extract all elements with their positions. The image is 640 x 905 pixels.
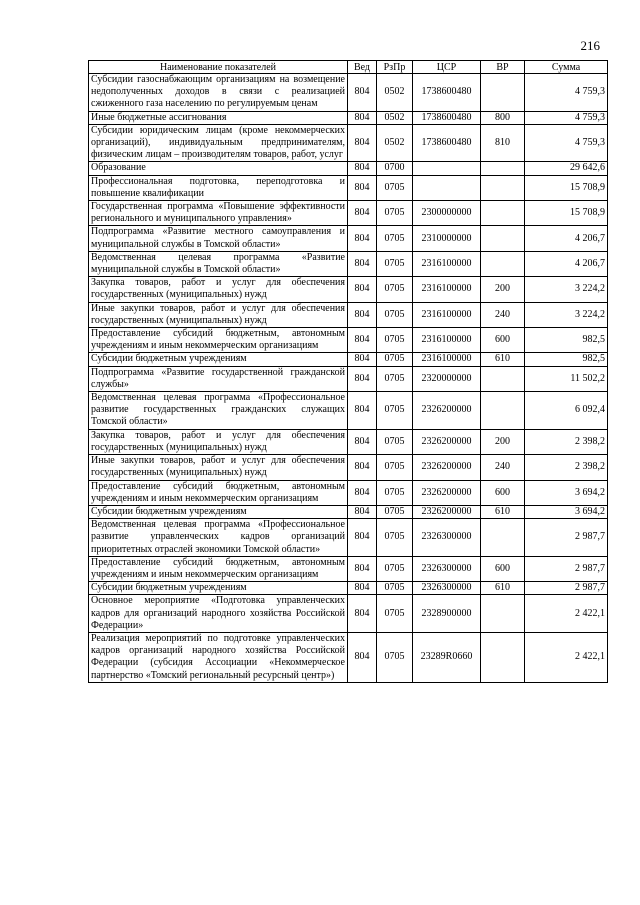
row-sum-cell: 15 708,9 — [525, 201, 608, 226]
row-vr-cell — [481, 251, 525, 276]
table-row — [89, 111, 608, 124]
row-csr-cell: 2326200000 — [413, 455, 481, 480]
row-ved-cell: 804 — [348, 480, 377, 505]
row-vr-cell: 800 — [481, 111, 525, 124]
row-name-cell: Предоставление субсидий бюджетным, автономным учреждениям и иным некоммерческим организациям — [89, 480, 348, 505]
table-row — [89, 595, 608, 633]
row-sum-cell: 4 759,3 — [525, 74, 608, 112]
row-vr-cell — [481, 74, 525, 112]
row-rzpr-cell: 0705 — [377, 251, 413, 276]
row-rzpr-cell: 0700 — [377, 162, 413, 175]
table-row — [89, 480, 608, 505]
table-row — [89, 74, 608, 112]
row-name-cell: Ведомственная целевая программа «Развитие муниципальной службы в Томской области» — [89, 251, 348, 276]
table-row — [89, 175, 608, 200]
row-vr-cell — [481, 595, 525, 633]
row-csr-cell: 2328900000 — [413, 595, 481, 633]
row-name-cell: Государственная программа «Повышение эффективности регионального и муниципального управления» — [89, 201, 348, 226]
row-vr-cell: 610 — [481, 505, 525, 518]
row-csr-cell: 2310000000 — [413, 226, 481, 251]
row-rzpr-cell: 0705 — [377, 392, 413, 430]
row-rzpr-cell: 0705 — [377, 175, 413, 200]
row-sum-cell: 2 422,1 — [525, 595, 608, 633]
row-ved-cell: 804 — [348, 595, 377, 633]
row-rzpr-cell: 0705 — [377, 277, 413, 302]
table-row — [89, 226, 608, 251]
row-ved-cell: 804 — [348, 74, 377, 112]
row-ved-cell: 804 — [348, 632, 377, 682]
row-rzpr-cell: 0705 — [377, 556, 413, 581]
row-csr-cell: 2316100000 — [413, 277, 481, 302]
row-vr-cell: 610 — [481, 582, 525, 595]
row-csr-cell: 2300000000 — [413, 201, 481, 226]
row-csr-cell: 1738600480 — [413, 111, 481, 124]
row-name-cell: Закупка товаров, работ и услуг для обеспечения государственных (муниципальных) нужд — [89, 429, 348, 454]
row-rzpr-cell: 0705 — [377, 455, 413, 480]
row-name-cell: Подпрограмма «Развитие местного самоуправления и муниципальной службы в Томской области» — [89, 226, 348, 251]
row-sum-cell: 2 422,1 — [525, 632, 608, 682]
row-sum-cell: 3 694,2 — [525, 505, 608, 518]
row-ved-cell: 804 — [348, 455, 377, 480]
row-name-cell: Субсидии бюджетным учреждениям — [89, 505, 348, 518]
header-csr: ЦСР — [413, 61, 481, 74]
row-csr-cell: 2326200000 — [413, 429, 481, 454]
row-vr-cell: 600 — [481, 480, 525, 505]
row-vr-cell: 240 — [481, 455, 525, 480]
row-sum-cell: 11 502,2 — [525, 366, 608, 391]
row-vr-cell — [481, 162, 525, 175]
table-row — [89, 162, 608, 175]
row-sum-cell: 982,5 — [525, 328, 608, 353]
row-name-cell: Ведомственная целевая программа «Профессиональное развитие управленческих кадров организаций приоритетных отраслей экономики Томской области» — [89, 519, 348, 557]
table-body — [89, 74, 608, 683]
row-rzpr-cell: 0705 — [377, 201, 413, 226]
row-sum-cell: 4 759,3 — [525, 111, 608, 124]
row-ved-cell: 804 — [348, 226, 377, 251]
page-number: 216 — [580, 38, 600, 53]
row-csr-cell: 2326300000 — [413, 556, 481, 581]
row-sum-cell: 2 987,7 — [525, 556, 608, 581]
row-csr-cell — [413, 175, 481, 200]
row-vr-cell — [481, 519, 525, 557]
row-csr-cell: 2316100000 — [413, 353, 481, 366]
header-vr: ВР — [481, 61, 525, 74]
row-ved-cell: 804 — [348, 302, 377, 327]
table-row — [89, 455, 608, 480]
header-sum: Сумма — [525, 61, 608, 74]
row-ved-cell: 804 — [348, 251, 377, 276]
row-ved-cell: 804 — [348, 392, 377, 430]
row-ved-cell: 804 — [348, 519, 377, 557]
row-csr-cell: 2316100000 — [413, 328, 481, 353]
row-name-cell: Подпрограмма «Развитие государственной гражданской службы» — [89, 366, 348, 391]
row-name-cell: Предоставление субсидий бюджетным, автономным учреждениям и иным некоммерческим организациям — [89, 556, 348, 581]
row-sum-cell: 3 224,2 — [525, 302, 608, 327]
row-rzpr-cell: 0502 — [377, 124, 413, 162]
row-rzpr-cell: 0502 — [377, 111, 413, 124]
row-rzpr-cell: 0705 — [377, 582, 413, 595]
row-name-cell: Иные закупки товаров, работ и услуг для обеспечения государственных (муниципальных) нужд — [89, 302, 348, 327]
row-name-cell: Основное мероприятие «Подготовка управленческих кадров для организаций народного хозяйства Российской Федерации» — [89, 595, 348, 633]
row-csr-cell: 2326300000 — [413, 582, 481, 595]
row-ved-cell: 804 — [348, 505, 377, 518]
row-name-cell: Закупка товаров, работ и услуг для обеспечения государственных (муниципальных) нужд — [89, 277, 348, 302]
row-rzpr-cell: 0705 — [377, 429, 413, 454]
row-sum-cell: 4 206,7 — [525, 226, 608, 251]
row-vr-cell: 600 — [481, 328, 525, 353]
row-csr-cell: 2316100000 — [413, 251, 481, 276]
row-name-cell: Реализация мероприятий по подготовке управленческих кадров организаций народного хозяйства Российской Федерации (субсидия Ассоциации «Некоммерческое партнерство «Томский региональный ресурсный центр») — [89, 632, 348, 682]
row-sum-cell: 29 642,6 — [525, 162, 608, 175]
row-name-cell: Иные бюджетные ассигнования — [89, 111, 348, 124]
table-row — [89, 124, 608, 162]
row-csr-cell: 2326300000 — [413, 519, 481, 557]
row-csr-cell: 2316100000 — [413, 302, 481, 327]
table-row — [89, 353, 608, 366]
row-csr-cell: 1738600480 — [413, 124, 481, 162]
row-rzpr-cell: 0705 — [377, 595, 413, 633]
table-row — [89, 429, 608, 454]
row-vr-cell — [481, 366, 525, 391]
row-csr-cell — [413, 162, 481, 175]
table-row — [89, 582, 608, 595]
row-ved-cell: 804 — [348, 277, 377, 302]
header-ved: Вед — [348, 61, 377, 74]
row-name-cell: Иные закупки товаров, работ и услуг для обеспечения государственных (муниципальных) нужд — [89, 455, 348, 480]
row-vr-cell — [481, 175, 525, 200]
table-row — [89, 632, 608, 682]
row-ved-cell: 804 — [348, 162, 377, 175]
table-row — [89, 277, 608, 302]
table-row — [89, 392, 608, 430]
row-sum-cell: 15 708,9 — [525, 175, 608, 200]
row-name-cell: Профессиональная подготовка, переподготовка и повышение квалификации — [89, 175, 348, 200]
row-csr-cell: 2326200000 — [413, 505, 481, 518]
table-row — [89, 366, 608, 391]
row-sum-cell: 6 092,4 — [525, 392, 608, 430]
row-sum-cell: 982,5 — [525, 353, 608, 366]
row-name-cell: Ведомственная целевая программа «Профессиональное развитие государственных гражданских служащих Томской области» — [89, 392, 348, 430]
row-rzpr-cell: 0705 — [377, 632, 413, 682]
row-csr-cell: 1738600480 — [413, 74, 481, 112]
row-rzpr-cell: 0705 — [377, 480, 413, 505]
row-vr-cell: 810 — [481, 124, 525, 162]
row-ved-cell: 804 — [348, 556, 377, 581]
row-sum-cell: 3 224,2 — [525, 277, 608, 302]
row-rzpr-cell: 0705 — [377, 328, 413, 353]
table-row — [89, 302, 608, 327]
row-rzpr-cell: 0705 — [377, 353, 413, 366]
row-rzpr-cell: 0502 — [377, 74, 413, 112]
row-vr-cell: 240 — [481, 302, 525, 327]
table-header-row — [89, 61, 608, 74]
row-vr-cell: 200 — [481, 277, 525, 302]
row-vr-cell: 600 — [481, 556, 525, 581]
row-vr-cell — [481, 201, 525, 226]
row-vr-cell: 610 — [481, 353, 525, 366]
row-csr-cell: 2326200000 — [413, 392, 481, 430]
table-row — [89, 519, 608, 557]
row-ved-cell: 804 — [348, 353, 377, 366]
row-ved-cell: 804 — [348, 175, 377, 200]
row-ved-cell: 804 — [348, 328, 377, 353]
row-sum-cell: 2 987,7 — [525, 519, 608, 557]
header-name: Наименование показателей — [89, 61, 348, 74]
row-ved-cell: 804 — [348, 201, 377, 226]
row-rzpr-cell: 0705 — [377, 505, 413, 518]
row-ved-cell: 804 — [348, 111, 377, 124]
row-rzpr-cell: 0705 — [377, 366, 413, 391]
table-row — [89, 556, 608, 581]
row-name-cell: Образование — [89, 162, 348, 175]
row-rzpr-cell: 0705 — [377, 226, 413, 251]
row-csr-cell: 2320000000 — [413, 366, 481, 391]
row-csr-cell: 23289R0660 — [413, 632, 481, 682]
row-name-cell: Субсидии газоснабжающим организациям на возмещение недополученных доходов в связи с реализацией сжиженного газа населению по регулируемым ценам — [89, 74, 348, 112]
table-row — [89, 251, 608, 276]
row-name-cell: Субсидии юридическим лицам (кроме некоммерческих организаций), индивидуальным предпринимателям, физическим лицам – производителям товаров, работ, услуг — [89, 124, 348, 162]
table-row — [89, 505, 608, 518]
row-vr-cell — [481, 632, 525, 682]
row-sum-cell: 2 398,2 — [525, 455, 608, 480]
table-row — [89, 328, 608, 353]
row-sum-cell: 2 398,2 — [525, 429, 608, 454]
row-csr-cell: 2326200000 — [413, 480, 481, 505]
row-rzpr-cell: 0705 — [377, 302, 413, 327]
row-ved-cell: 804 — [348, 366, 377, 391]
row-ved-cell: 804 — [348, 124, 377, 162]
row-sum-cell: 3 694,2 — [525, 480, 608, 505]
row-name-cell: Субсидии бюджетным учреждениям — [89, 353, 348, 366]
row-vr-cell — [481, 392, 525, 430]
row-rzpr-cell: 0705 — [377, 519, 413, 557]
row-sum-cell: 4 759,3 — [525, 124, 608, 162]
row-vr-cell — [481, 226, 525, 251]
row-ved-cell: 804 — [348, 582, 377, 595]
table-row — [89, 201, 608, 226]
header-rzpr: РзПр — [377, 61, 413, 74]
row-sum-cell: 4 206,7 — [525, 251, 608, 276]
row-sum-cell: 2 987,7 — [525, 582, 608, 595]
row-ved-cell: 804 — [348, 429, 377, 454]
budget-table — [88, 60, 608, 683]
row-name-cell: Субсидии бюджетным учреждениям — [89, 582, 348, 595]
row-name-cell: Предоставление субсидий бюджетным, автономным учреждениям и иным некоммерческим организациям — [89, 328, 348, 353]
row-vr-cell: 200 — [481, 429, 525, 454]
